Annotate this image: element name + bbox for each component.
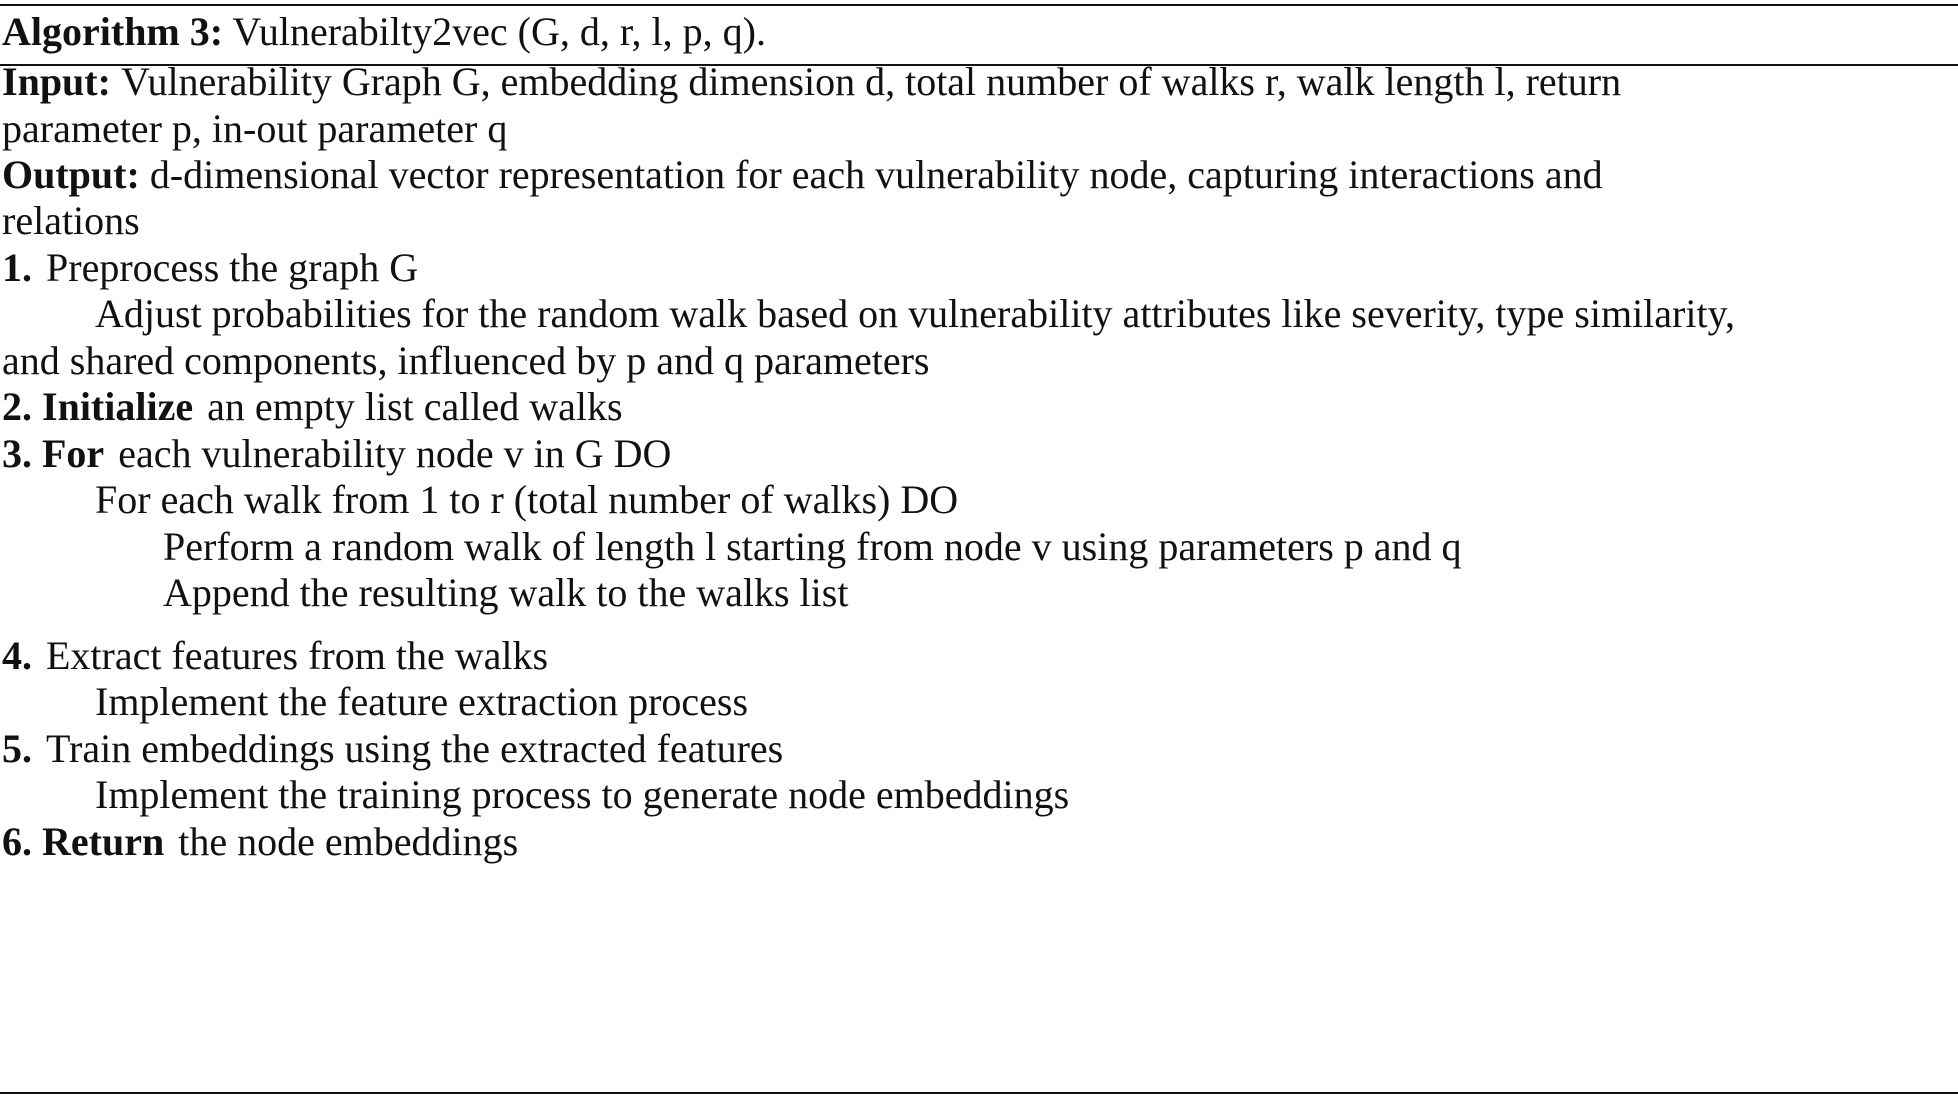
output-label: Output: <box>2 152 140 197</box>
step-3-inner-action-a <box>163 523 1462 571</box>
step-3-inner-loop-text: For each walk from 1 to r (total number of walks) DO <box>95 477 959 522</box>
step-3-inner-action-a-text: Perform a random walk of length l starting from node v using parameters p and q <box>163 524 1462 569</box>
step-2 <box>2 383 623 431</box>
step-6-label: 6. Return <box>2 819 165 864</box>
bottom-rule <box>0 1092 1958 1094</box>
step-1-text: Preprocess the graph G <box>46 245 419 290</box>
step-6-text: the node embeddings <box>178 819 519 864</box>
step-2-label: 2. Initialize <box>2 384 194 429</box>
step-3-inner-loop <box>95 476 958 524</box>
step-3-inner-action-b-text: Append the resulting walk to the walks list <box>163 570 849 615</box>
step-5-text: Train embeddings using the extracted features <box>46 726 784 771</box>
step-1-detail <box>95 290 1735 338</box>
step-1-detail-text: Adjust probabilities for the random walk based on vulnerability attributes like severity, type similarity, <box>95 291 1735 336</box>
step-5-number: 5. <box>2 726 32 771</box>
step-3-text: each vulnerability node v in G DO <box>118 431 672 476</box>
step-1-detail-text-continued: and shared components, influenced by p and q parameters <box>2 338 930 383</box>
output-line <box>2 151 1603 199</box>
output-text-continued: relations <box>2 198 140 243</box>
step-1 <box>2 244 418 292</box>
output-text: d-dimensional vector representation for each vulnerability node, capturing interactions and <box>149 152 1603 197</box>
step-5-detail-text: Implement the training process to generate node embeddings <box>95 772 1070 817</box>
step-5 <box>2 725 783 773</box>
top-rule <box>0 4 1958 6</box>
algorithm-header <box>2 8 766 56</box>
step-5-detail <box>95 771 1069 819</box>
output-line-continued <box>2 197 140 245</box>
algorithm-label: Algorithm 3: <box>2 9 224 54</box>
step-4-detail-text: Implement the feature extraction process <box>95 679 749 724</box>
step-4-number: 4. <box>2 633 32 678</box>
input-line <box>2 58 1621 106</box>
step-4-text: Extract features from the walks <box>46 633 549 678</box>
algorithm-title: Vulnerabilty2vec (G, d, r, l, p, q). <box>232 9 766 54</box>
step-1-detail-continued <box>2 337 929 385</box>
input-line-continued <box>2 105 507 153</box>
input-text-continued: parameter p, in-out parameter q <box>2 106 508 151</box>
step-3-inner-action-b <box>163 569 848 617</box>
step-2-text: an empty list called walks <box>207 384 623 429</box>
step-4 <box>2 632 548 680</box>
step-4-detail <box>95 678 748 726</box>
input-text: Vulnerability Graph G, embedding dimension d, total number of walks r, walk length l, return <box>120 59 1622 104</box>
step-3 <box>2 430 671 478</box>
step-6 <box>2 818 518 866</box>
input-label: Input: <box>2 59 111 104</box>
step-3-label: 3. For <box>2 431 105 476</box>
step-1-number: 1. <box>2 245 32 290</box>
